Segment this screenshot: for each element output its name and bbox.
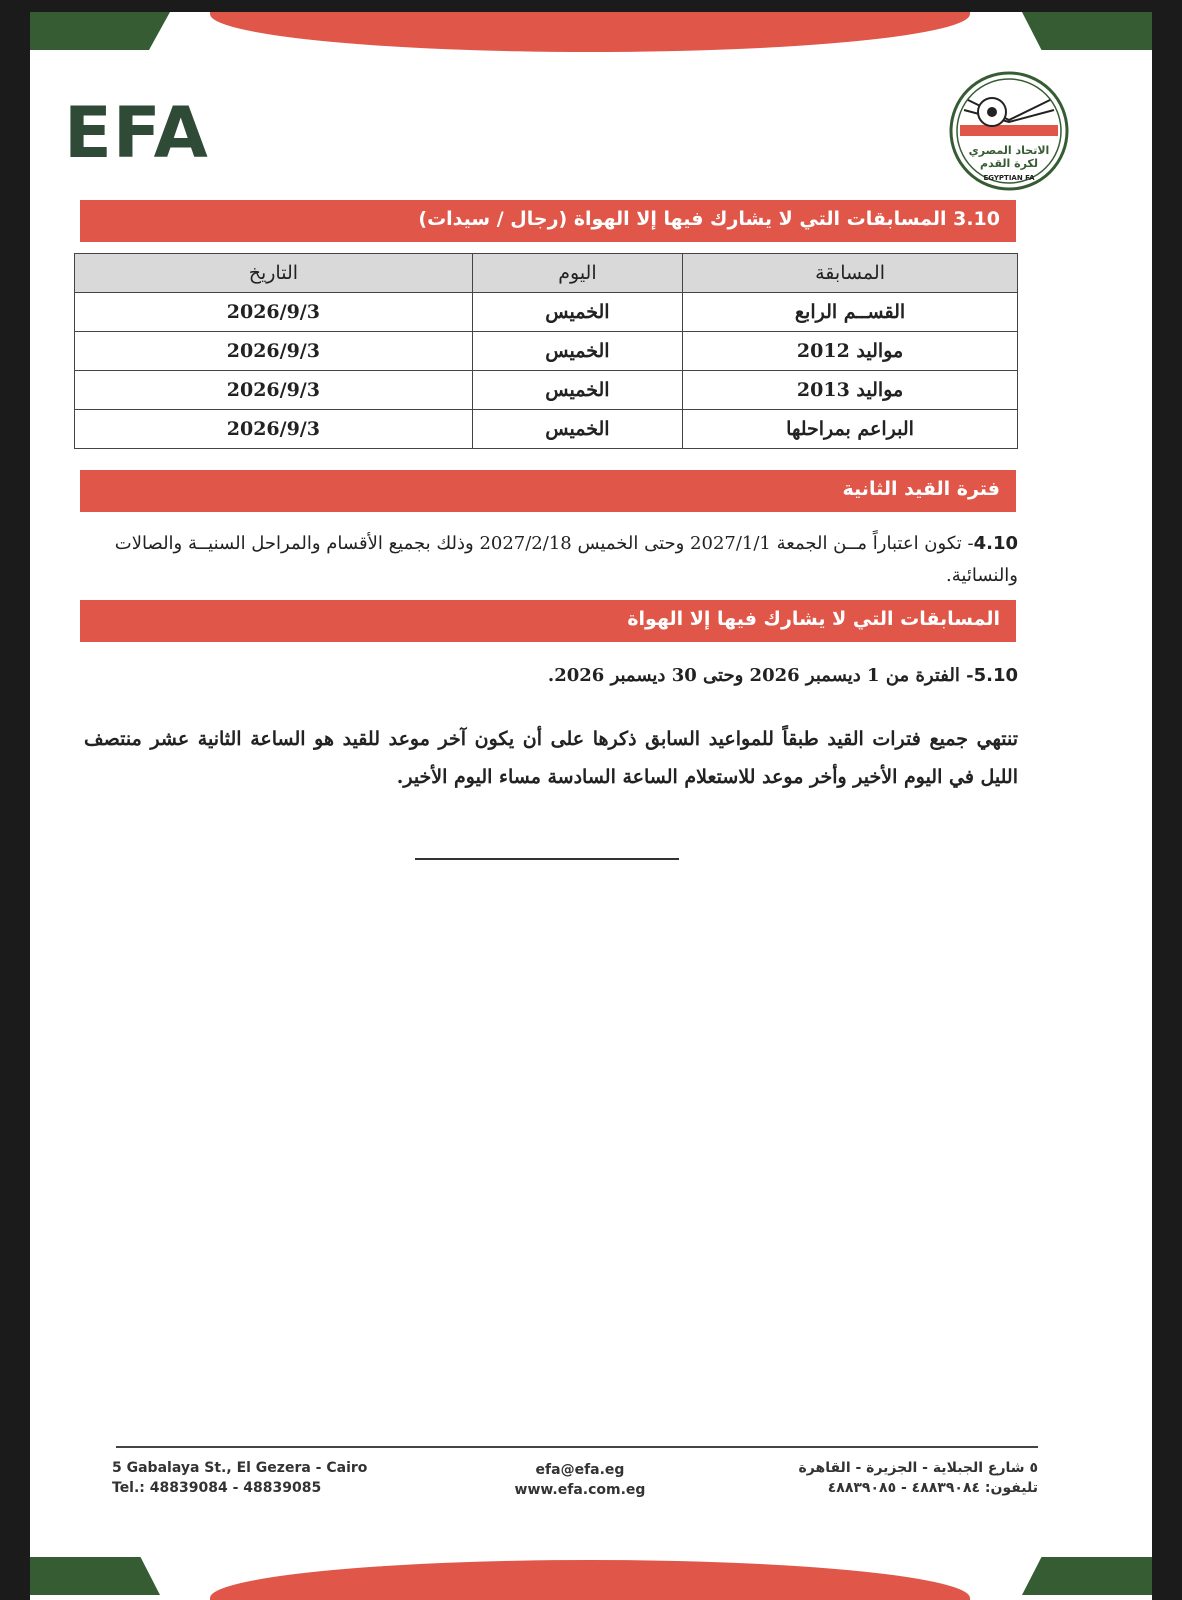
closing-paragraph: تنتهي جميع فترات القيد طبقاً للمواعيد السابق ذكرها على أن يكون آخر موعد للقيد هو الساعة الثانية عشر منتصف الليل في اليوم الأخير وأخر موعد للاستعلام الساعة السادسة مساء اليوم الأخير. (84, 728, 1018, 788)
top-left-green-corner (30, 12, 170, 50)
emblem-text-ar-1: الاتحاد المصري (968, 144, 1050, 157)
website-link[interactable]: www.efa.com.eg (514, 1482, 646, 1498)
emblem-text-en: EGYPTIAN FA (983, 174, 1035, 182)
top-red-band (210, 12, 970, 52)
bottom-left-green-corner (30, 1557, 160, 1595)
table-cell-date: 2026/9/3 (75, 410, 473, 449)
item-text: - تكون اعتباراً مــن الجمعة 2027/1/1 وحتى الخميس 2027/2/18 وذلك بجميع الأقسام والمراحل السنيــة والصالات والنسائية. (114, 533, 1018, 586)
section-title-amateur-only: المسابقات التي لا يشارك فيها إلا الهواة (80, 600, 1016, 642)
item-text: - الفترة من 1 ديسمبر 2026 وحتى 30 ديسمبر 2026. (547, 665, 974, 686)
table-cell-day: الخميس (472, 332, 682, 371)
table-row (75, 371, 1018, 410)
footer-english-address (112, 1458, 367, 1498)
item-4-10 (114, 528, 1018, 592)
email-link[interactable]: efa@efa.eg (535, 1462, 625, 1478)
table-cell-day: الخميس (472, 371, 682, 410)
table-row (75, 410, 1018, 449)
footer-divider (116, 1446, 1038, 1448)
table-cell-competition: القســم الرابع (683, 293, 1018, 332)
table-header-row (75, 254, 1018, 293)
address-en: 5 Gabalaya St., El Gezera - Cairo (112, 1460, 368, 1476)
top-right-green-corner (1022, 12, 1152, 50)
item-number: 5.10 (973, 665, 1018, 686)
table-cell-competition: مواليد 2012 (683, 332, 1018, 371)
table-cell-date: 2026/9/3 (75, 293, 473, 332)
egyptian-fa-emblem (948, 70, 1070, 192)
table-header-day: اليوم (472, 254, 682, 293)
table-header-date: التاريخ (75, 254, 473, 293)
table-cell-day: الخميس (472, 293, 682, 332)
tel-en: Tel.: 48839084 - 48839085 (112, 1480, 322, 1496)
table-row (75, 332, 1018, 371)
table-cell-day: الخميس (472, 410, 682, 449)
tel-ar: تليفون: ٤٨٨٣٩٠٨٤ - ٤٨٨٣٩٠٨٥ (827, 1480, 1038, 1496)
item-number: 4.10 (973, 533, 1018, 554)
table-cell-competition: البراعم بمراحلها (683, 410, 1018, 449)
table-header-competition: المسابقة (683, 254, 1018, 293)
table-cell-competition: مواليد 2013 (683, 371, 1018, 410)
emblem-text-ar-2: لكرة القدم (980, 157, 1038, 170)
bottom-right-green-corner (1022, 1557, 1152, 1595)
section-title-second-registration: فترة القيد الثانية (80, 470, 1016, 512)
footer-arabic-address (799, 1458, 1038, 1498)
divider-line (415, 858, 679, 860)
table-row (75, 293, 1018, 332)
address-ar: ٥ شارع الجبلاية - الجزيرة - القاهرة (798, 1460, 1038, 1476)
footer-contact (490, 1460, 670, 1500)
document-page (30, 12, 1152, 1600)
bottom-red-band (210, 1560, 970, 1600)
table-cell-date: 2026/9/3 (75, 371, 473, 410)
item-5-10 (114, 660, 1018, 692)
section-title-amateur-competitions: 3.10 المسابقات التي لا يشارك فيها إلا الهواة (رجال / سيدات) (80, 200, 1016, 242)
efa-logo: EFA (64, 92, 209, 174)
table-cell-date: 2026/9/3 (75, 332, 473, 371)
registration-dates-table (74, 253, 1018, 449)
